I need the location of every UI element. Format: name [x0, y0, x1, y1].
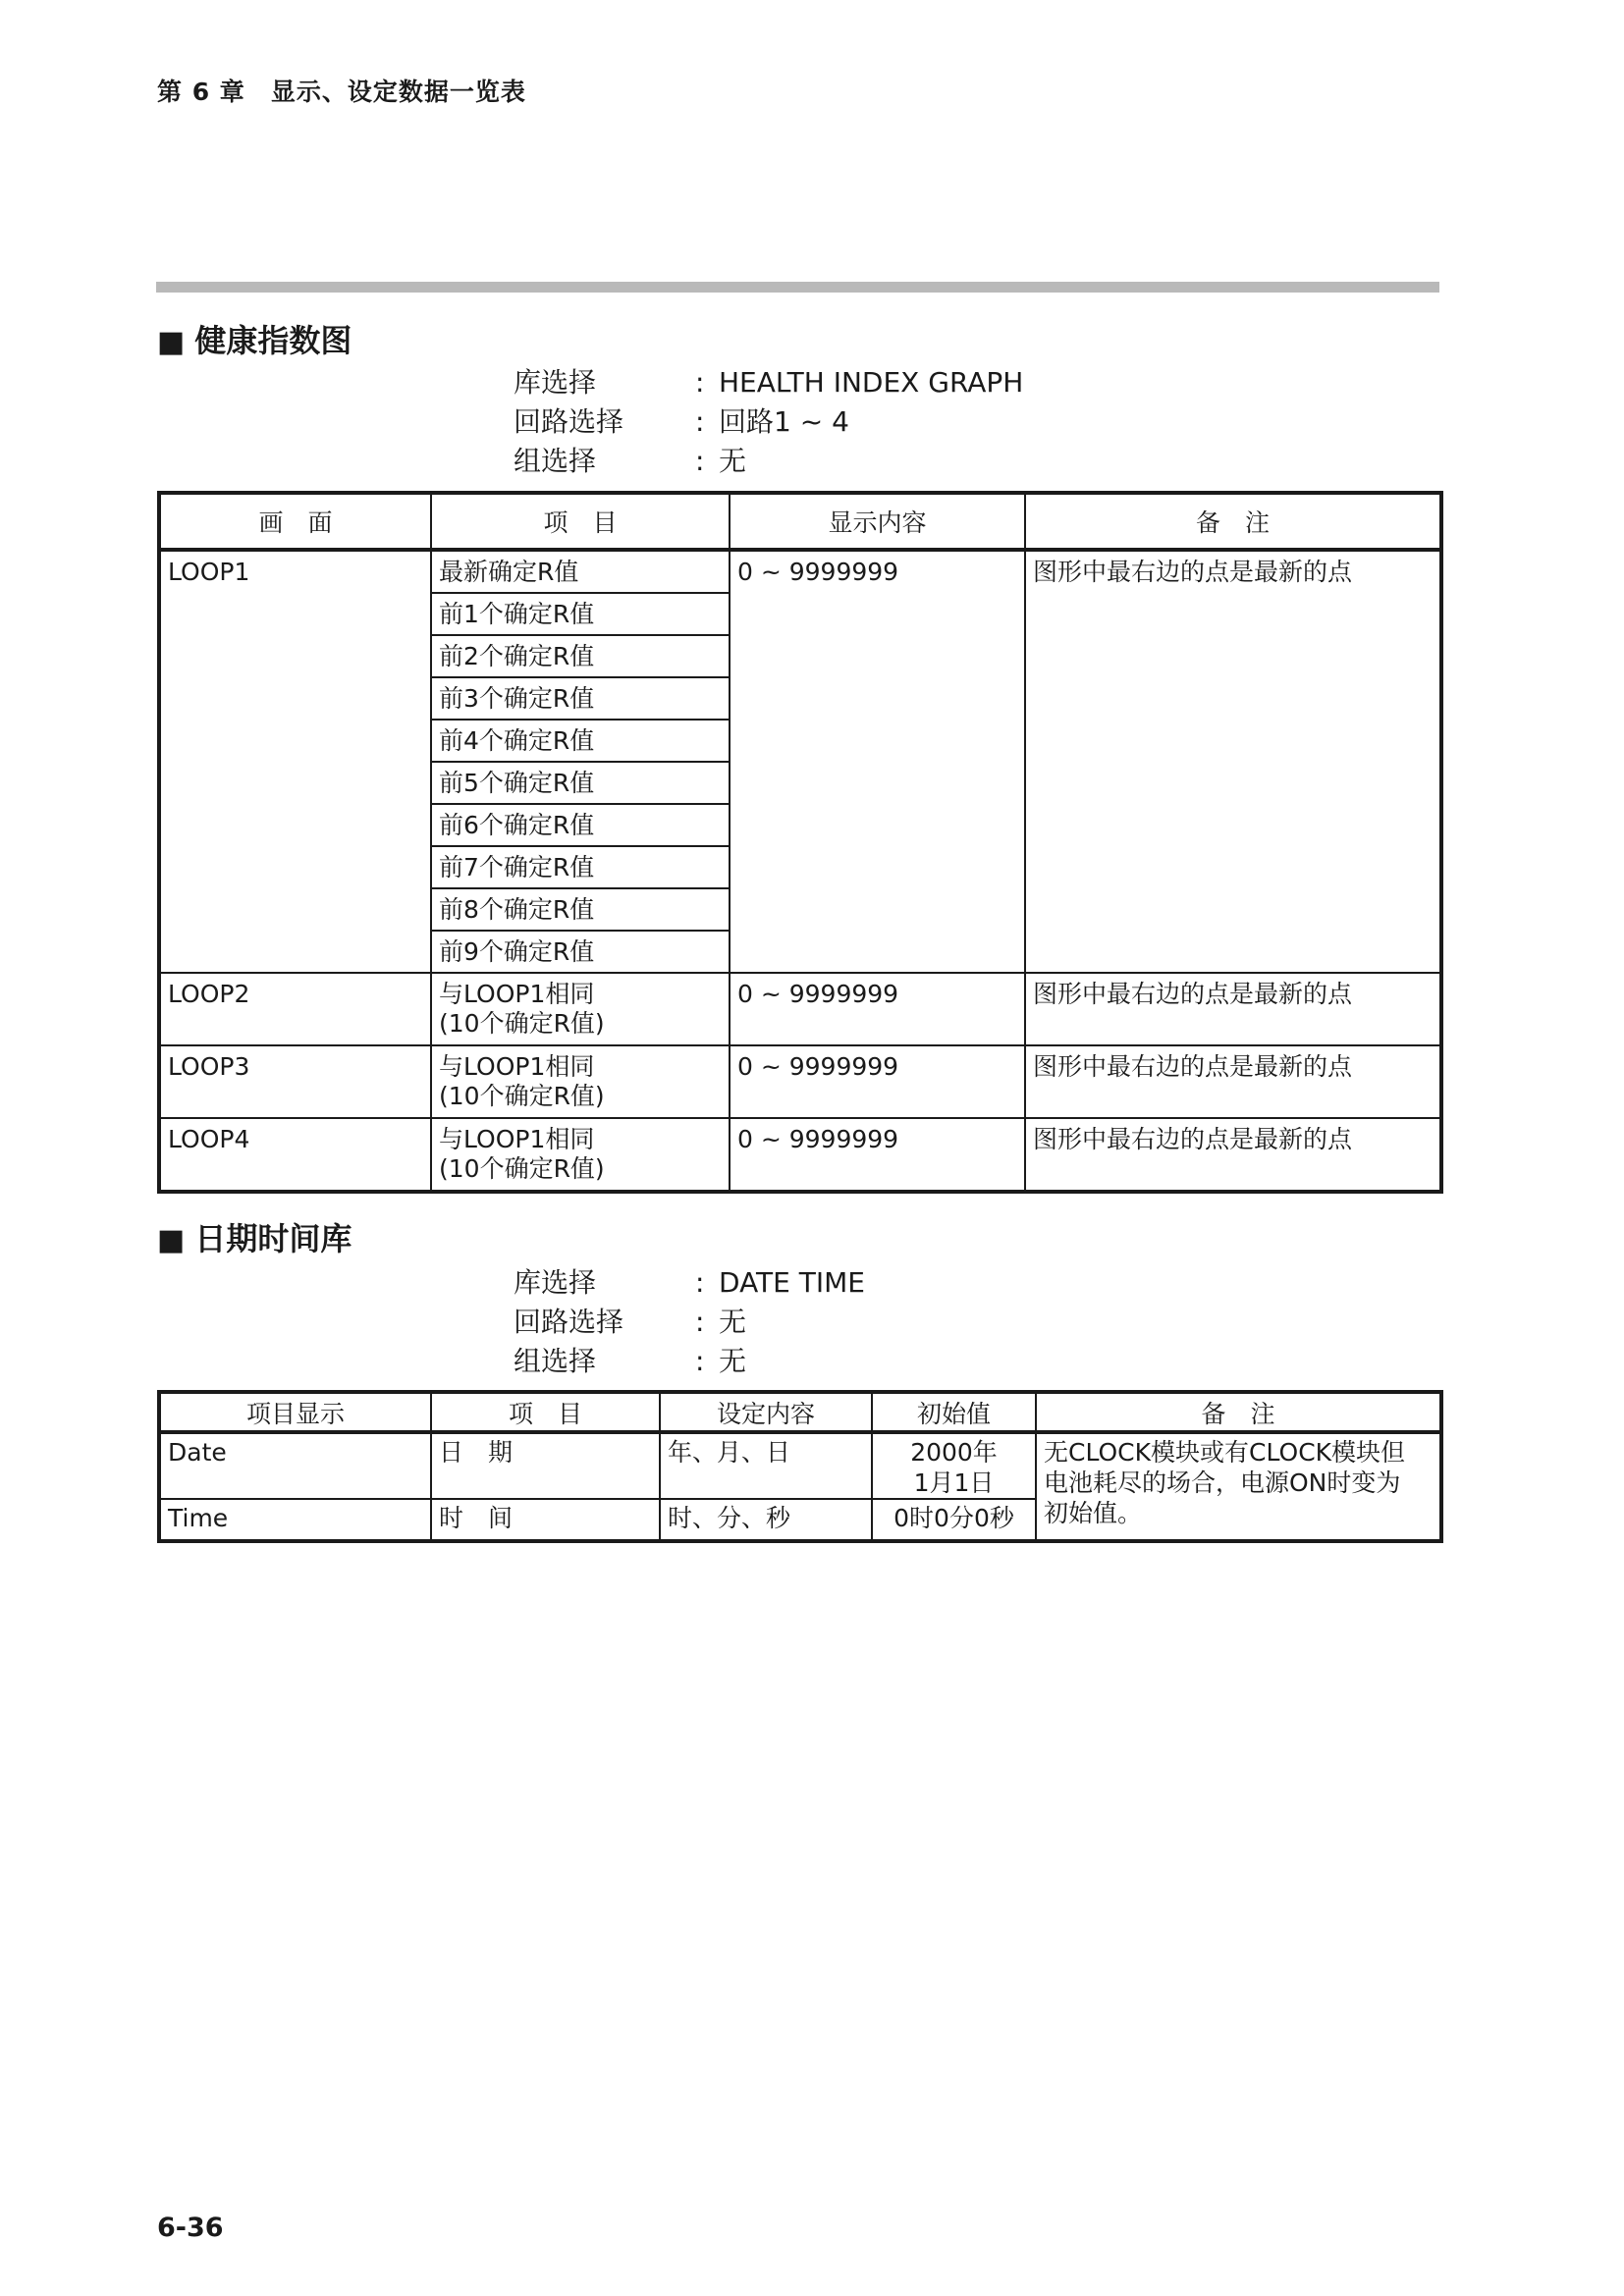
cell-item-display: Date — [159, 1432, 431, 1499]
table-row — [159, 1118, 1441, 1192]
section-title-text: 日期时间库 — [194, 1220, 352, 1257]
meta-row-loop — [514, 402, 1023, 442]
cell-item: 日 期 — [431, 1432, 660, 1499]
cell-remarks: 图形中最右边的点是最新的点 — [1025, 1118, 1441, 1192]
cell-item-line: 与LOOP1相同 — [439, 980, 595, 1008]
section-title-text: 健康指数图 — [194, 322, 352, 359]
cell-screen: LOOP3 — [159, 1045, 431, 1118]
meta-row-group — [514, 442, 1023, 481]
remarks-line: 初始值。 — [1044, 1499, 1143, 1527]
col-header-remarks: 备 注 — [1036, 1392, 1441, 1432]
col-header-display-content: 显示内容 — [730, 493, 1025, 550]
meta-row-loop — [514, 1303, 865, 1342]
cell-item: 前6个确定R值 — [431, 804, 730, 846]
cell-item-display: Time — [159, 1499, 431, 1541]
cell-item: 前2个确定R值 — [431, 635, 730, 677]
meta-colon: : — [695, 1306, 705, 1338]
meta-row-group — [514, 1342, 865, 1381]
cell-initial-line: 1月1日 — [913, 1468, 995, 1497]
meta-value: HEALTH INDEX GRAPH — [719, 366, 1024, 399]
meta-value: 无 — [719, 1306, 747, 1338]
date-time-table — [157, 1390, 1443, 1543]
col-header-setting-content: 设定内容 — [660, 1392, 872, 1432]
cell-setting-content: 时、分、秒 — [660, 1499, 872, 1541]
cell-item: 时 间 — [431, 1499, 660, 1541]
cell-remarks — [1036, 1432, 1441, 1541]
cell-remarks: 图形中最右边的点是最新的点 — [1025, 1045, 1441, 1118]
cell-display-content: 0 ~ 9999999 — [730, 1118, 1025, 1192]
table-row — [159, 1045, 1441, 1118]
section-title-health-index — [157, 316, 352, 361]
page-number: 6-36 — [157, 2213, 224, 2243]
cell-item: 前9个确定R值 — [431, 931, 730, 973]
meta-value: DATE TIME — [719, 1266, 865, 1299]
cell-item: 前4个确定R值 — [431, 720, 730, 762]
col-header-initial-value: 初始值 — [872, 1392, 1036, 1432]
cell-item: 前8个确定R值 — [431, 888, 730, 931]
section-marker-icon: ■ — [157, 1223, 186, 1257]
cell-screen: LOOP2 — [159, 973, 431, 1045]
cell-item: 前3个确定R值 — [431, 677, 730, 720]
cell-item: 最新确定R值 — [431, 550, 730, 593]
cell-initial-value — [872, 1432, 1036, 1499]
meta-colon: : — [695, 445, 705, 477]
cell-screen: LOOP1 — [159, 550, 431, 973]
meta-colon: : — [695, 405, 705, 438]
cell-initial-line: 2000年 — [910, 1438, 998, 1467]
remarks-line: 电池耗尽的场合，电源ON时变为 — [1044, 1468, 1401, 1497]
meta-row-library — [514, 1263, 865, 1303]
cell-item-line: 与LOOP1相同 — [439, 1125, 595, 1153]
table-header-row — [159, 1392, 1441, 1432]
cell-item: 前5个确定R值 — [431, 762, 730, 804]
meta-colon: : — [695, 1266, 705, 1299]
col-header-item-display: 项目显示 — [159, 1392, 431, 1432]
meta-value: 无 — [719, 445, 747, 477]
chapter-title: 显示、设定数据一览表 — [270, 78, 526, 106]
cell-initial-value: 0时0分0秒 — [872, 1499, 1036, 1541]
cell-remarks: 图形中最右边的点是最新的点 — [1025, 973, 1441, 1045]
cell-item: 前1个确定R值 — [431, 593, 730, 635]
table-row — [159, 1432, 1441, 1499]
section-title-date-time — [157, 1214, 352, 1259]
col-header-remarks: 备 注 — [1025, 493, 1441, 550]
cell-setting-content: 年、月、日 — [660, 1432, 872, 1499]
header-divider — [156, 282, 1439, 293]
meta-value: 无 — [719, 1345, 747, 1377]
meta-key: 组选择 — [514, 445, 597, 477]
cell-display-content: 0 ~ 9999999 — [730, 973, 1025, 1045]
table-row — [159, 550, 1441, 593]
cell-item — [431, 1118, 730, 1192]
remarks-line: 无CLOCK模块或有CLOCK模块但 — [1044, 1438, 1406, 1467]
cell-display-content: 0 ~ 9999999 — [730, 550, 1025, 973]
meta-row-library — [514, 363, 1023, 402]
meta-colon: : — [695, 1345, 705, 1377]
meta-key: 回路选择 — [514, 1306, 624, 1338]
meta-key: 库选择 — [514, 1266, 597, 1299]
chapter-number: 第 6 章 — [157, 78, 245, 106]
cell-item — [431, 1045, 730, 1118]
cell-item: 前7个确定R值 — [431, 846, 730, 888]
chapter-header — [157, 73, 526, 108]
meta-key: 库选择 — [514, 366, 597, 399]
section-marker-icon: ■ — [157, 325, 186, 359]
table-header-row — [159, 493, 1441, 550]
meta-value: 回路1 ~ 4 — [719, 405, 849, 438]
cell-display-content: 0 ~ 9999999 — [730, 1045, 1025, 1118]
cell-screen: LOOP4 — [159, 1118, 431, 1192]
library-meta-health — [514, 363, 1023, 481]
table-row — [159, 973, 1441, 1045]
cell-item-line: (10个确定R值) — [439, 1082, 605, 1110]
col-header-screen: 画 面 — [159, 493, 431, 550]
cell-item — [431, 973, 730, 1045]
meta-colon: : — [695, 366, 705, 399]
col-header-item: 项 目 — [431, 493, 730, 550]
library-meta-datetime — [514, 1263, 865, 1381]
meta-key: 组选择 — [514, 1345, 597, 1377]
cell-item-line: (10个确定R值) — [439, 1009, 605, 1038]
cell-item-line: 与LOOP1相同 — [439, 1052, 595, 1081]
col-header-item: 项 目 — [431, 1392, 660, 1432]
cell-item-line: (10个确定R值) — [439, 1154, 605, 1183]
cell-remarks: 图形中最右边的点是最新的点 — [1025, 550, 1441, 973]
meta-key: 回路选择 — [514, 405, 624, 438]
health-index-table — [157, 491, 1443, 1194]
